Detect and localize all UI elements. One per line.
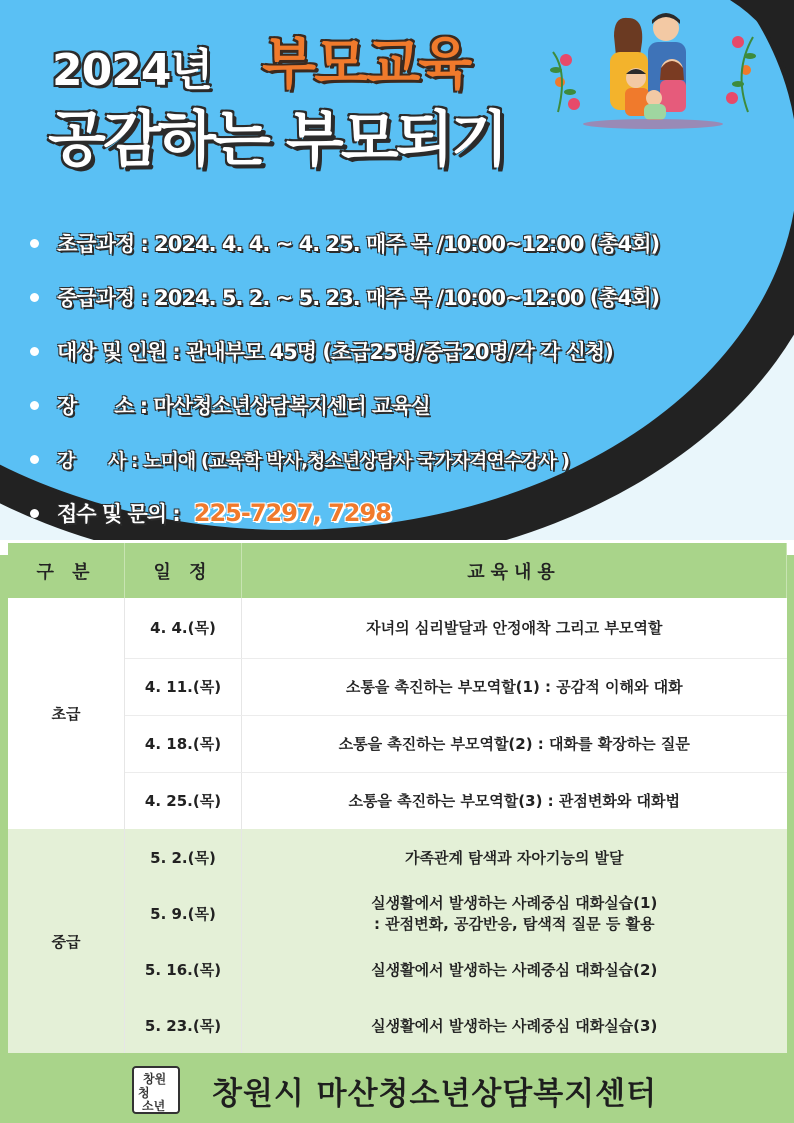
row-content: 실생활에서 발생하는 사례중심 대화실습(2)	[242, 941, 787, 997]
category-basic: 초급	[8, 598, 125, 829]
table-row	[8, 715, 787, 772]
bullet-icon	[30, 455, 39, 464]
info-mid-course	[30, 270, 770, 324]
header-date: 일 정	[125, 543, 242, 598]
header-category: 구 분	[8, 543, 125, 598]
info-contact	[30, 486, 770, 540]
bullet-icon	[30, 401, 39, 410]
schedule-table	[8, 543, 787, 1053]
row-date: 5. 2.(목)	[125, 829, 242, 885]
info-contact-label: 접수 및 문의 :	[57, 502, 180, 526]
row-content: 소통을 촉진하는 부모역할(1) : 공감적 이해와 대화	[242, 658, 787, 715]
row-content	[242, 885, 787, 941]
row-content: 소통을 촉진하는 부모역할(2) : 대화를 확장하는 질문	[242, 715, 787, 772]
row-content-line2: : 관점변화, 공감반응, 탐색적 질문 등 활용	[373, 915, 655, 933]
row-content: 실생활에서 발생하는 사례중심 대화실습(3)	[242, 997, 787, 1053]
row-date: 4. 11.(목)	[125, 658, 242, 715]
row-content: 자녀의 심리발달과 안정애착 그리고 부모역할	[242, 598, 787, 658]
row-date: 4. 18.(목)	[125, 715, 242, 772]
row-date: 5. 9.(목)	[125, 885, 242, 941]
org-name: 창원시 마산청소년상담복지센터	[212, 1076, 658, 1112]
bullet-icon	[30, 509, 39, 518]
contact-phone[interactable]: 225-7297, 7298	[193, 499, 391, 527]
title-accent: 부모교육	[262, 32, 471, 97]
table-row	[8, 598, 787, 658]
info-mid-course-text: 중급과정 : 2024. 5. 2. ~ 5. 23. 매주 목 /10:00~12:00 (총4회)	[57, 286, 660, 310]
family-illustration	[548, 12, 758, 132]
info-lecturer	[30, 432, 770, 486]
logo-text-2: 청	[138, 1086, 150, 1100]
table-header-row	[8, 543, 787, 598]
row-date: 5. 23.(목)	[125, 997, 242, 1053]
logo-text-1: 창원	[143, 1072, 167, 1086]
table-row	[8, 658, 787, 715]
table-row	[8, 997, 787, 1053]
title-main: 공감하는 부모되기	[48, 105, 506, 175]
row-content: 가족관계 탐색과 자아기능의 발달	[242, 829, 787, 885]
flower-right-icon	[726, 36, 756, 112]
row-content: 소통을 촉진하는 부모역할(3) : 관점변화와 대화법	[242, 772, 787, 829]
bullet-icon	[30, 239, 39, 248]
org-logo	[132, 1066, 180, 1114]
logo-text-3: 소년	[142, 1099, 166, 1113]
info-basic-course	[30, 216, 770, 270]
title-year: 2024년	[52, 45, 212, 96]
bullet-icon	[30, 293, 39, 302]
info-basic-course-text: 초급과정 : 2024. 4. 4. ~ 4. 25. 매주 목 /10:00~12:00 (총4회)	[57, 232, 660, 256]
bullet-icon	[30, 347, 39, 356]
flower-left-icon	[550, 52, 580, 112]
info-lecturer-text: 강 사 : 노미애 (교육학 박사,청소년상담사 국가자격연수강사 )	[57, 449, 570, 472]
row-date: 4. 25.(목)	[125, 772, 242, 829]
row-content-line1: 실생활에서 발생하는 사례중심 대화실습(1)	[371, 894, 658, 912]
info-place	[30, 378, 770, 432]
category-mid: 중급	[8, 829, 125, 1053]
info-target	[30, 324, 770, 378]
header-content: 교육내용	[242, 543, 787, 598]
table-row	[8, 772, 787, 829]
table-row	[8, 941, 787, 997]
table-row	[8, 829, 787, 885]
row-date: 4. 4.(목)	[125, 598, 242, 658]
table-row	[8, 885, 787, 941]
row-date: 5. 16.(목)	[125, 941, 242, 997]
info-target-text: 대상 및 인원 : 관내부모 45명 (초급25명/중급20명/각 각 신청)	[57, 340, 613, 364]
info-list	[30, 216, 770, 540]
info-place-text: 장 소 : 마산청소년상담복지센터 교육실	[57, 394, 430, 418]
